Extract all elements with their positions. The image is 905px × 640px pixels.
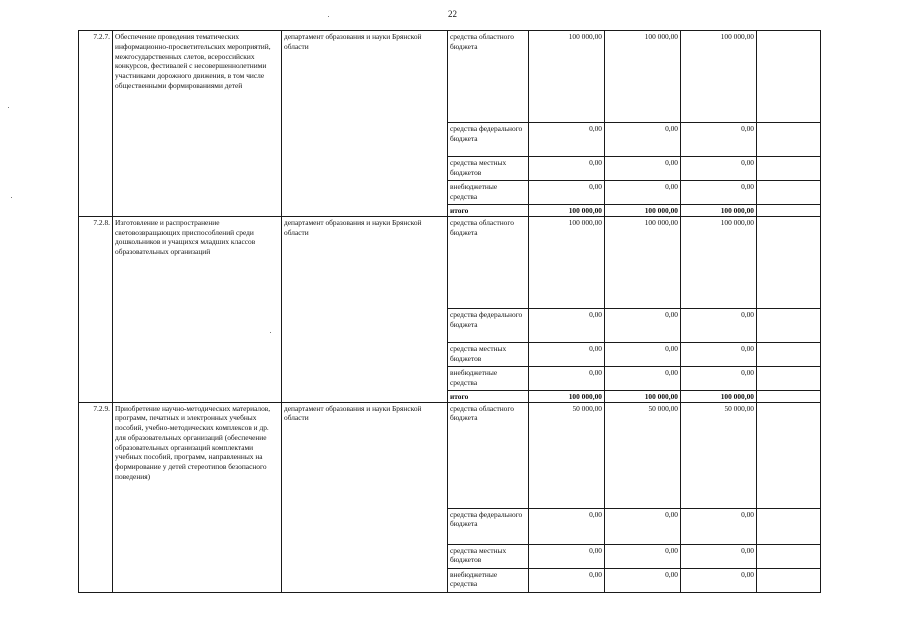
table-row bbox=[79, 402, 821, 508]
total-amount: 100 000,00 bbox=[605, 205, 681, 217]
scan-speck bbox=[8, 107, 9, 108]
funding-source: средства областного бюджета bbox=[448, 402, 529, 508]
amount-cell: 0,00 bbox=[681, 181, 757, 205]
amount-cell: 100 000,00 bbox=[681, 31, 757, 123]
amount-cell: 0,00 bbox=[529, 123, 605, 157]
amount-cell: 0,00 bbox=[605, 308, 681, 342]
empty-cell bbox=[757, 568, 821, 592]
table-row bbox=[79, 216, 821, 308]
empty-cell bbox=[757, 31, 821, 123]
empty-cell bbox=[757, 402, 821, 508]
amount-cell: 0,00 bbox=[605, 366, 681, 390]
empty-cell bbox=[757, 123, 821, 157]
funding-source: средства областного бюджета bbox=[448, 31, 529, 123]
empty-cell bbox=[757, 544, 821, 568]
amount-cell: 0,00 bbox=[681, 508, 757, 544]
amount-cell: 0,00 bbox=[529, 342, 605, 366]
scan-speck bbox=[270, 332, 271, 333]
empty-cell bbox=[757, 205, 821, 217]
empty-cell bbox=[757, 390, 821, 402]
amount-cell: 100 000,00 bbox=[529, 31, 605, 123]
amount-cell: 0,00 bbox=[681, 366, 757, 390]
item-number: 7.2.8. bbox=[79, 216, 113, 402]
funding-source: средства местных бюджетов bbox=[448, 544, 529, 568]
empty-cell bbox=[757, 342, 821, 366]
total-label: итого bbox=[448, 390, 529, 402]
total-amount: 100 000,00 bbox=[605, 390, 681, 402]
item-executor: департамент образования и науки Брянской области bbox=[282, 31, 448, 217]
amount-cell: 0,00 bbox=[605, 544, 681, 568]
total-amount: 100 000,00 bbox=[529, 390, 605, 402]
table-row bbox=[79, 31, 821, 123]
budget-table bbox=[78, 30, 821, 593]
funding-source: средства федерального бюджета bbox=[448, 308, 529, 342]
total-amount: 100 000,00 bbox=[529, 205, 605, 217]
empty-cell bbox=[757, 181, 821, 205]
scan-speck bbox=[11, 197, 12, 198]
amount-cell: 0,00 bbox=[605, 342, 681, 366]
amount-cell: 0,00 bbox=[605, 508, 681, 544]
empty-cell bbox=[757, 308, 821, 342]
scan-speck bbox=[328, 16, 329, 17]
amount-cell: 50 000,00 bbox=[529, 402, 605, 508]
item-name: Обеспечение проведения тематических информационно-просветительских мероприятий, межгосударственных слетов, всероссийских конкурсов, фестивалей с несовершеннолетними участниками дорожного движения, в том числе общественными формированиями детей bbox=[113, 31, 282, 217]
amount-cell: 0,00 bbox=[529, 181, 605, 205]
item-name: Приобретение научно-методических материалов, программ, печатных и электронных учебных пособий, учебно-методических комплексов и др. для образовательных организаций (обеспечение образовательных организаций комплектами учебных пособий, программ, направленных на формирование у детей стереотипов безопасного поведения) bbox=[113, 402, 282, 592]
total-amount: 100 000,00 bbox=[681, 390, 757, 402]
item-number: 7.2.9. bbox=[79, 402, 113, 592]
funding-source: средства местных бюджетов bbox=[448, 157, 529, 181]
amount-cell: 0,00 bbox=[681, 342, 757, 366]
amount-cell: 50 000,00 bbox=[681, 402, 757, 508]
amount-cell: 0,00 bbox=[681, 544, 757, 568]
amount-cell: 0,00 bbox=[529, 568, 605, 592]
item-name: Изготовление и распространение световозвращающих приспособлений среди дошкольников и учащихся младших классов образовательных организаций bbox=[113, 216, 282, 402]
funding-source: средства областного бюджета bbox=[448, 216, 529, 308]
item-executor: департамент образования и науки Брянской области bbox=[282, 402, 448, 592]
amount-cell: 0,00 bbox=[681, 308, 757, 342]
amount-cell: 100 000,00 bbox=[681, 216, 757, 308]
amount-cell: 0,00 bbox=[681, 123, 757, 157]
amount-cell: 0,00 bbox=[529, 366, 605, 390]
amount-cell: 0,00 bbox=[605, 568, 681, 592]
amount-cell: 0,00 bbox=[681, 157, 757, 181]
funding-source: средства местных бюджетов bbox=[448, 342, 529, 366]
funding-source: внебюджетные средства bbox=[448, 181, 529, 205]
empty-cell bbox=[757, 508, 821, 544]
total-amount: 100 000,00 bbox=[681, 205, 757, 217]
amount-cell: 0,00 bbox=[529, 157, 605, 181]
amount-cell: 0,00 bbox=[529, 544, 605, 568]
empty-cell bbox=[757, 366, 821, 390]
empty-cell bbox=[757, 216, 821, 308]
amount-cell: 0,00 bbox=[529, 308, 605, 342]
amount-cell: 0,00 bbox=[605, 123, 681, 157]
amount-cell: 0,00 bbox=[529, 508, 605, 544]
amount-cell: 0,00 bbox=[605, 157, 681, 181]
amount-cell: 100 000,00 bbox=[529, 216, 605, 308]
empty-cell bbox=[757, 157, 821, 181]
amount-cell: 100 000,00 bbox=[605, 31, 681, 123]
item-number: 7.2.7. bbox=[79, 31, 113, 217]
total-label: итого bbox=[448, 205, 529, 217]
page-number: 22 bbox=[448, 9, 457, 19]
funding-source: средства федерального бюджета bbox=[448, 508, 529, 544]
item-executor: департамент образования и науки Брянской области bbox=[282, 216, 448, 402]
funding-source: средства федерального бюджета bbox=[448, 123, 529, 157]
funding-source: внебюджетные средства bbox=[448, 366, 529, 390]
amount-cell: 50 000,00 bbox=[605, 402, 681, 508]
amount-cell: 100 000,00 bbox=[605, 216, 681, 308]
funding-source: внебюджетные средства bbox=[448, 568, 529, 592]
amount-cell: 0,00 bbox=[681, 568, 757, 592]
amount-cell: 0,00 bbox=[605, 181, 681, 205]
